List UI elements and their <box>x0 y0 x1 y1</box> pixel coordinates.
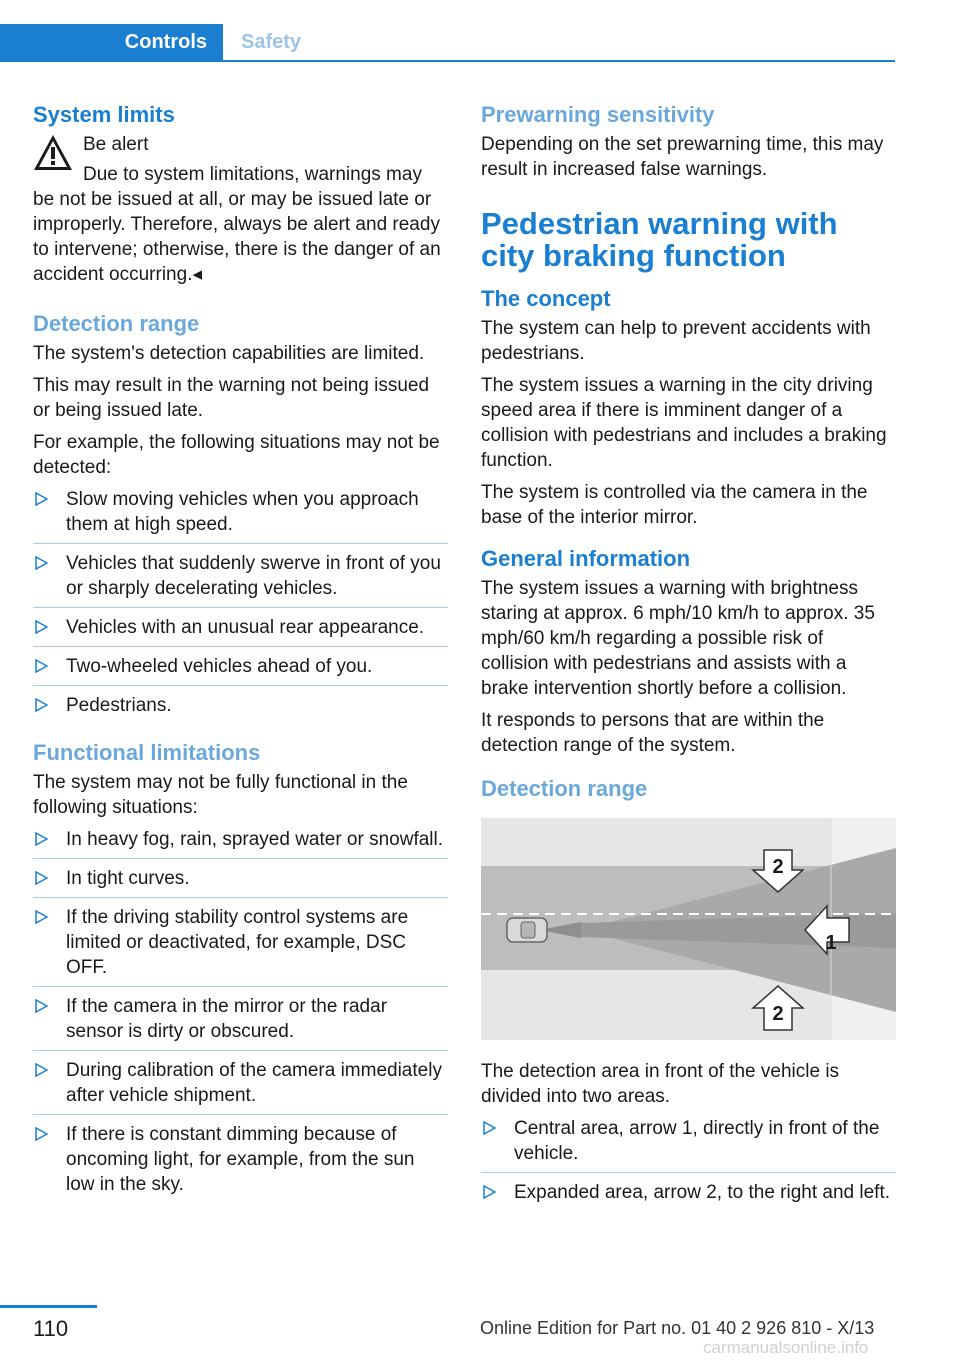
bullet-triangle-icon <box>34 871 48 885</box>
list-item: Two-wheeled vehicles ahead of you. <box>33 654 448 686</box>
concept-p1: The system can help to prevent accidents with pedestrians. <box>481 318 871 364</box>
list-item: If the camera in the mirror or the radar sensor is dirty or obscured. <box>33 994 448 1051</box>
left-column <box>33 100 448 1210</box>
functional-limitations-heading: Functional limitations <box>33 740 261 765</box>
detection-list <box>33 487 448 724</box>
bullet-triangle-icon <box>34 556 48 570</box>
system-limits-heading: System limits <box>33 102 175 127</box>
detection-range-diagram <box>481 818 896 1040</box>
functional-limitations-p1: The system may not be fully functional in the following situations: <box>33 772 408 818</box>
detection-range-heading-right: Detection range <box>481 776 648 801</box>
bullet-triangle-icon <box>482 1121 496 1135</box>
bullet-triangle-icon <box>34 1063 48 1077</box>
header-rule <box>0 60 895 62</box>
list-item: Expanded area, arrow 2, to the right and left. <box>481 1180 896 1211</box>
bullet-triangle-icon <box>482 1185 496 1199</box>
warning-title: Be alert <box>83 134 149 155</box>
detection-range-p2: This may result in the warning not being issued or being issued late. <box>33 375 430 421</box>
header-tabbar <box>0 24 895 62</box>
detection-range-p3: For example, the following situations may not be detected: <box>33 432 440 478</box>
list-item: If there is constant dimming because of oncoming light, for example, from the sun low in the sky. <box>33 1122 448 1203</box>
list-item: Pedestrians. <box>33 693 448 724</box>
bullet-triangle-icon <box>34 999 48 1013</box>
list-item: Central area, arrow 1, directly in front of the vehicle. <box>481 1116 896 1173</box>
bullet-triangle-icon <box>34 1127 48 1141</box>
list-item: In heavy fog, rain, sprayed water or snowfall. <box>33 827 448 859</box>
list-item: Vehicles that suddenly swerve in front of you or sharply decelerating vehicles. <box>33 551 448 608</box>
watermark: carmanualsonline.info <box>703 1338 869 1357</box>
detection-area-list <box>481 1116 896 1211</box>
bullet-triangle-icon <box>34 698 48 712</box>
arrow-label: 1 <box>825 932 837 954</box>
page-number: 110 <box>33 1316 69 1341</box>
bullet-triangle-icon <box>34 910 48 924</box>
general-information-heading: General information <box>481 546 691 571</box>
bullet-triangle-icon <box>34 832 48 846</box>
car-icon <box>507 918 547 942</box>
list-item: If the driving stability control systems are limited or deactivated, for example, DSC OFF. <box>33 905 448 987</box>
arrow-label: 2 <box>772 856 784 878</box>
general-p1: The system issues a warning with brightness staring at approx. 6 mph/10 km/h to approx. 35 mph/60 km/h regarding a possible risk of collision with pedestrians and assists with a brake intervention shortly before a collision. <box>481 578 875 699</box>
warning-triangle-icon <box>33 134 73 172</box>
arrow-label: 2 <box>772 1003 784 1025</box>
concept-p2: The system issues a warning in the city driving speed area if there is imminent danger of a collision with pedestrians and includes a braking function. <box>481 375 887 471</box>
right-column <box>481 100 896 1218</box>
warning-block <box>33 132 448 287</box>
bullet-triangle-icon <box>34 659 48 673</box>
tab-controls[interactable]: Controls <box>0 24 223 60</box>
warning-text: Due to system limitations, warnings may be not be issued at all, or may be issued late or improperly. Therefore, always be alert and ready to intervene; otherwise, there is the danger of an accident occurring.◂ <box>33 164 441 285</box>
list-item: In tight curves. <box>33 866 448 898</box>
detection-area-p1: The detection area in front of the vehicle is divided into two areas. <box>481 1061 840 1107</box>
bullet-triangle-icon <box>34 492 48 506</box>
list-item: Vehicles with an unusual rear appearance. <box>33 615 448 647</box>
detection-range-p1: The system's detection capabilities are limited. <box>33 343 425 364</box>
pedestrian-warning-title: Pedestrian warning with city braking function <box>481 206 838 273</box>
concept-p3: The system is controlled via the camera in the base of the interior mirror. <box>481 482 868 528</box>
limitations-list <box>33 827 448 1203</box>
bullet-triangle-icon <box>34 620 48 634</box>
footer-edition: Online Edition for Part no. 01 40 2 926 810 - X/13 <box>480 1318 875 1338</box>
general-p2: It responds to persons that are within the detection range of the system. <box>481 710 825 756</box>
list-item: During calibration of the camera immediately after vehicle shipment. <box>33 1058 448 1115</box>
prewarning-heading: Prewarning sensitivity <box>481 102 715 127</box>
footer-rule <box>0 1305 97 1308</box>
prewarning-p1: Depending on the set prewarning time, this may result in increased false warnings. <box>481 134 884 180</box>
concept-heading: The concept <box>481 286 611 311</box>
tab-safety[interactable]: Safety <box>241 30 302 53</box>
list-item: Slow moving vehicles when you approach them at high speed. <box>33 487 448 544</box>
detection-range-heading-left: Detection range <box>33 311 200 336</box>
